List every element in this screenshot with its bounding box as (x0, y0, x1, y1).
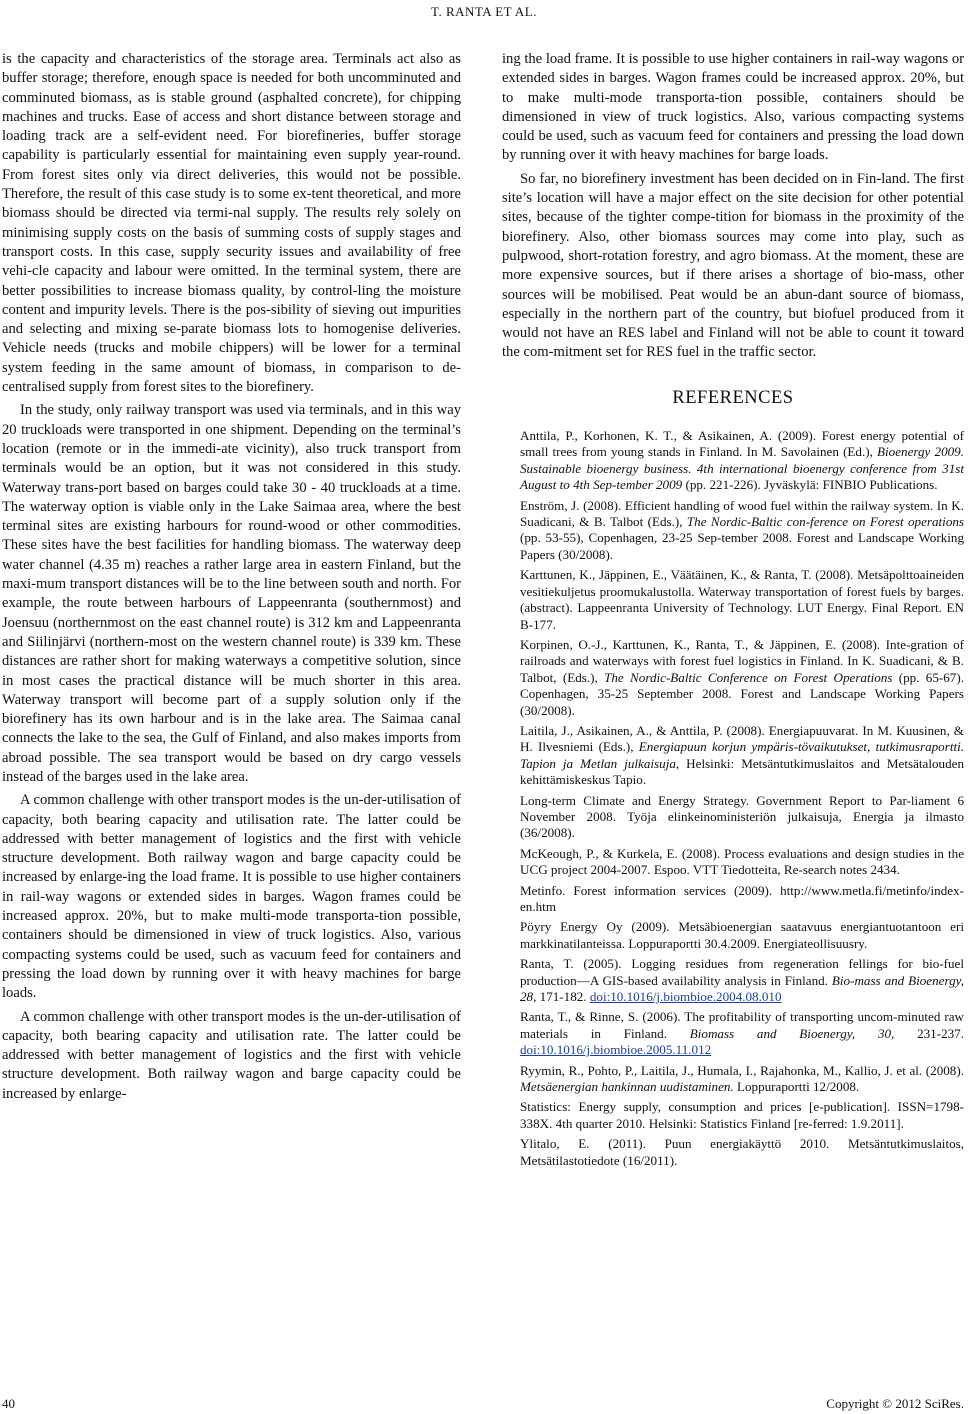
reference-item (502, 1099, 964, 1132)
reference-item (502, 846, 964, 879)
left-column (2, 50, 461, 1108)
reference-item (502, 956, 964, 1005)
reference-italic: Energiapuun korjun ympäris-tövaikutukset, tutkimusraportti. Tapion ja Metlan julkaisuja (520, 739, 965, 771)
body-paragraph: A common challenge with other transport modes is the un-der-utilisation of capacity, both bearing capacity and utilisation rate. The latter could be addressed with better management of logistics and the first with vehicle structure development. Both railway wagon and barge capacity could be increased by enlarge-ing the load frame. It is possible to use higher containers in rail-way wagons or extended sides in barges. Wagon frames could be increased approx. 20%, but to make multi-mode transporta-tion possible, containers should be dimensioned in view of truck logistics. Also, various compacting systems could be used, such as vacuum feed for containers and pressing the load down by running over it with heavy machines for barge loads. (2, 792, 461, 1002)
reference-text: Laitila, J., Asikainen, A., & Anttila, P. (2008). Energiapuuvarat. In M. Kuusinen, & H. Ilvesniemi (Eds.), (520, 722, 964, 755)
reference-item (502, 793, 964, 842)
reference-text: Enström, J. (2008). Efficient handling of wood fuel within the railway system. In K. Suadicani, & B. Talbot (Eds.), (520, 497, 964, 530)
reference-item (502, 637, 964, 719)
reference-item (502, 1063, 964, 1096)
reference-doi-link[interactable]: doi:10.1016/j.biombioe.2004.08.010 (589, 989, 782, 1005)
reference-item (502, 1009, 964, 1058)
reference-italic: Metsäenergian hankinnan uudistaminen. (520, 1079, 734, 1095)
reference-text: (pp. 65-67). Copenhagen, 35-25 September 2008. Forest and Landscape Working Papers (30/2008). (520, 669, 964, 718)
reference-text: Korpinen, O.-J., Karttunen, K., Ranta, T., & Jäppinen, E. (2008). Inte-gration of railroads and waterways with forest fuel logistics in Finland. In K. Suadicani, & B. Talbot, (Eds.), (520, 636, 964, 685)
reference-text: Pöyry Energy Oy (2009). Metsäbioenergian saatavuus energiantuotantoon eri markkinatilanteissa. Loppuraportti 30.4.2009. Energiateollisuusry. (520, 919, 964, 951)
reference-text: Ranta, T., & Rinne, S. (2006). The profitability of transporting uncom-minuted raw materials in Finland. (520, 1009, 964, 1041)
reference-item (502, 1136, 964, 1169)
reference-item (502, 567, 964, 633)
reference-text: 231-237. (894, 1025, 965, 1041)
copyright-notice: Copyright © 2012 SciRes. (826, 1396, 964, 1411)
reference-italic: Bio-mass and Bioenergy, 28, (520, 972, 964, 1005)
running-head: T. RANTA ET AL. (430, 4, 537, 19)
reference-text: (pp. 221-226). Jyväskylä: FINBIO Publications. (682, 477, 938, 493)
reference-italic: The Nordic-Baltic con-ference on Forest operations (686, 514, 965, 530)
reference-text: Metinfo. Forest information services (2009). http://www.metla.fi/metinfo/index-en.htm (520, 882, 964, 915)
reference-italic: Bioenergy 2009. Sustainable bioenergy business. 4th international bioenergy conference from 31st August to 4th Sep-tember 2009 (520, 444, 964, 493)
reference-item (502, 723, 964, 789)
reference-text: McKeough, P., & Kurkela, E. (2008). Process evaluations and design studies in the UCG project 2004-2007. Espoo. VTT Tiedotteita, Re-search notes 2434. (520, 845, 964, 878)
reference-text: Statistics: Energy supply, consumption and prices [e-publication]. ISSN=1798-338X. 4th quarter 2010. Helsinki: Statistics Finland [re-ferred: 1.9.2011]. (520, 1099, 964, 1131)
reference-text: Karttunen, K., Jäppinen, E., Väätäinen, K., & Ranta, T. (2008). Metsäpolttoaineiden vesitiekuljetus proomukalustolla. Waterway transportation of forest fuels by barges. (abstract). Lappeenranta University of Technology. LUT Energy. Final Report. EN B-177. (520, 567, 964, 632)
reference-text: Ranta, T. (2005). Logging residues from regeneration fellings for bio-fuel production—A GIS-based availability analysis in Finland. (520, 956, 964, 988)
body-paragraph: A common challenge with other transport modes is the un-der-utilisation of capacity, both bearing capacity and utilisation rate. The latter could be addressed with better management of logistics and the first with vehicle structure development. Both railway wagon and barge capacity could be increased by enlarge- (2, 1008, 461, 1102)
reference-doi-link[interactable]: doi:10.1016/j.biombioe.2005.11.012 (520, 1042, 712, 1058)
reference-text: Long-term Climate and Energy Strategy. Government Report to Par-liament 6 November 2008. Työja elinkeinoministeriön julkaisuja, Energia ja ilmasto (36/2008). (520, 792, 964, 841)
reference-text: Anttila, P., Korhonen, K. T., & Asikainen, A. (2009). Forest energy potential of small trees from young stands in Finland. In M. Savolainen (Ed.), (520, 428, 964, 460)
reference-text: , Helsinki: Metsäntutkimuslaitos and Metsätalouden kehittämiskeskus Tapio. (520, 755, 964, 788)
reference-text: 171-182. (536, 989, 590, 1005)
body-paragraph: is the capacity and characteristics of the storage area. Terminals act also as buffer storage; therefore, enough space is needed for both uncomminuted and comminuted biomass, as is stable ground (asphalted concrete), for chipping machines and trucks. Ease of access and short distance between storage and loading track are a self-evident need. For biorefineries, buffer storage capability is particularly essential for maintaining even supply year-round. From forest sites only via direct deliveries, this would not be possible. Therefore, the result of this case study is to some ex-tent theoretical, and more biomass should be directed via termi-nal supply. The results rely solely on minimising supply costs on the basis of summing costs of supply stages and transport costs. In this case, supply security issues and availability of free vehi-cle capacity and labour were omitted. In the terminal system, there are better possibilities to increase biomass quality, by control-ling the moisture content and impurity levels. There is the pos-sibility of sieving out impurities and selecting and mixing se-parate biomass lots to homogenise deliveries. Vehicle needs (trucks and mobile chippers) will be lower for a terminal system feeding in the same amount of biomass, in comparison to de-centralised supply from forest sites to the biorefinery. (2, 51, 461, 396)
reference-text: Loppuraportti 12/2008. (733, 1079, 860, 1095)
reference-item (502, 883, 964, 916)
reference-italic: The Nordic-Baltic Conference on Forest Operations (604, 669, 893, 685)
body-paragraph: ing the load frame. It is possible to use higher containers in rail-way wagons or extended sides in barges. Wagon frames could be increased approx. 20%, but to make multi-mode transporta-tion possible, containers should be dimensioned in view of truck logistics. Also, various compacting systems could be used, such as vacuum feed for containers and pressing the load down by running over it with heavy machines for barge loads. (502, 51, 964, 164)
page-number: 40 (2, 1396, 15, 1411)
reference-text: (pp. 53-55), Copenhagen, 23-25 Sep-tember 2008. Forest and Landscape Working Papers (30/2008). (520, 530, 964, 562)
reference-text: Ylitalo, E. (2011). Puun energiakäyttö 2010. Metsäntutkimuslaitos, Metsätilastotiedote (16/2011). (520, 1136, 964, 1168)
reference-list (502, 428, 964, 1169)
right-column (502, 50, 964, 1173)
body-paragraph: In the study, only railway transport was used via terminals, and in this way 20 truckloads were transported in one shipment. Depending on the terminal’s location (remote or in the immedi-ate vicinity), also truck transport from terminals would be an option, but it was not considered in this study. Waterway trans-port based on barges could take 30 - 40 truckloads at a time. The waterway option is viable only in the Lake Saimaa area, where the best terminal sites are existing harbours for round-wood or other commodities. These sites have the best facilities for handling biomass. The waterway deep water channel (4.35 m) reaches a rather large area in eastern Finland, but the maxi-mum transport distances will be to the line between south and north. For example, the route between harbours of Lappeenranta (southernmost) and Joensuu (northernmost on the east channel route) is 312 km and Lappeenranta and Siilinjärvi (northern-most on the western channel route) is 339 km. These distances are rather short for making waterways a competitive solution, since in most cases the practical distance will be much shorter in this area. Waterway transport will become part of a supply solution only if the biorefinery has its own harbour and is in the lake area. The Saimaa canal connects the lake to the sea, the Gulf of Finland, and also makes imports from abroad possible. The sea transport would be based on dry cargo vessels instead of the barges used in the lake area. (2, 402, 461, 785)
body-paragraph: So far, no biorefinery investment has been decided on in Fin-land. The first site’s location will have a major effect on the site decision for other potential sites, because of the tighter compe-tition for biomass in the proximity of the biorefinery. Also, other biomass sources may come into play, such as pulpwood, short-rotation forestry, and agro biomass. At the moment, these are more expensive sources, but if there arises a shortage of bio-mass, other sources will be mobilised. Peat would be an abun-dant source of biomass, especially in the northern part of the country, but biofuel produced from it would not have an RES label and Finland will not be able to count it toward the com-mitment set for RES fuel in the traffic sector. (502, 170, 964, 361)
reference-item (502, 428, 964, 494)
references-heading: REFERENCES (672, 387, 794, 408)
reference-text: Ryymin, R., Pohto, P., Laitila, J., Humala, I., Rajahonka, M., Kallio, J. et al. (2008). (520, 1062, 964, 1078)
reference-italic: Biomass and Bioenergy, 30, (689, 1025, 895, 1041)
reference-item (502, 498, 964, 564)
reference-item (502, 919, 964, 952)
